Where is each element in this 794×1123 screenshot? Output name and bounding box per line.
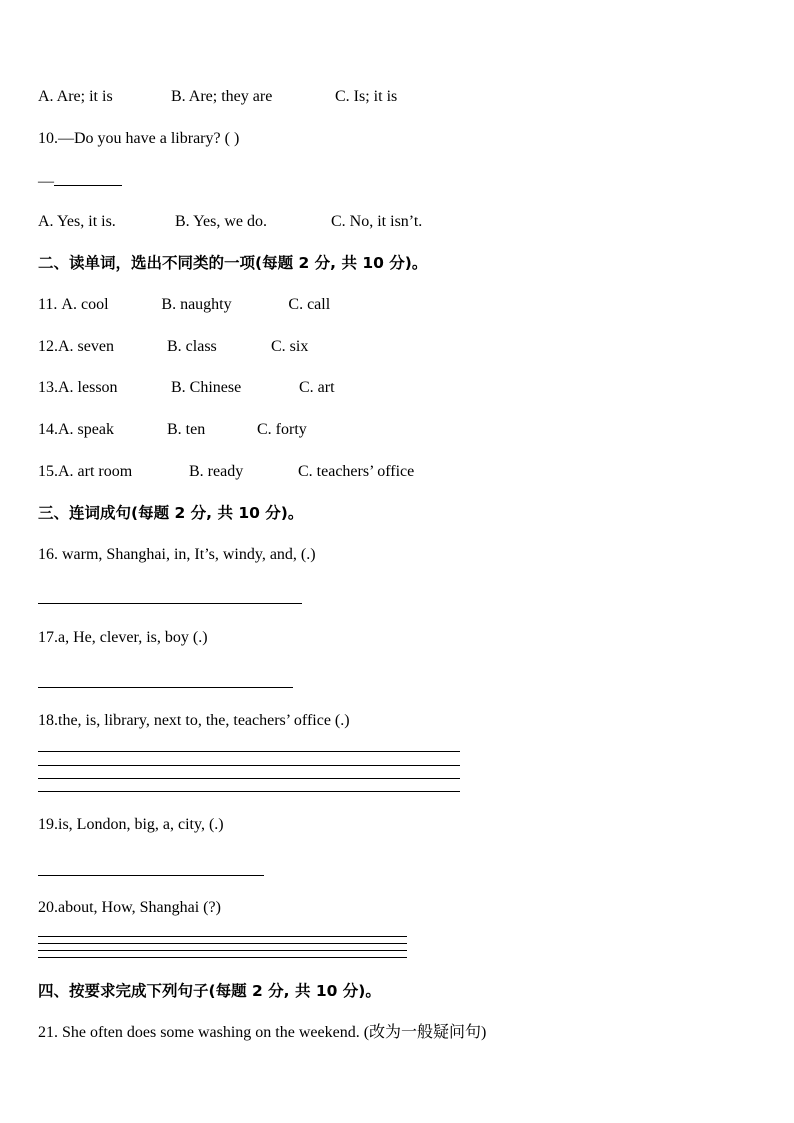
q20-answer-line-2 bbox=[38, 943, 407, 944]
q11-option-a: A. cool bbox=[61, 296, 109, 313]
section2-heading: 二、读单词，选出不同类的一项(每题 2 分, 共 10 分)。 bbox=[38, 254, 428, 272]
q11-option-b: B. naughty bbox=[161, 296, 232, 313]
q10-blank-line bbox=[54, 170, 122, 186]
q15-option-b: B. ready bbox=[189, 463, 244, 480]
q14-number: 14. bbox=[38, 421, 58, 438]
q11-row bbox=[38, 295, 330, 315]
q19-answer-line bbox=[38, 875, 264, 876]
q12-row bbox=[38, 337, 308, 357]
q16-prompt: 16. warm, Shanghai, in, It’s, windy, and, (.) bbox=[38, 546, 316, 563]
q14-option-b: B. ten bbox=[167, 421, 206, 438]
q11-option-c: C. call bbox=[288, 296, 331, 313]
q13-option-c: C. art bbox=[299, 379, 335, 396]
q10-options bbox=[38, 212, 422, 232]
q18-answer-line-4 bbox=[38, 791, 460, 792]
q15-number: 15. bbox=[38, 463, 58, 480]
section4-heading: 四、按要求完成下列句子(每题 2 分, 共 10 分)。 bbox=[38, 982, 381, 1000]
q21-prompt: 21. She often does some washing on the weekend. (改为一般疑问句) bbox=[38, 1024, 487, 1041]
q9-options bbox=[38, 87, 397, 107]
q12-option-c: C. six bbox=[271, 338, 309, 355]
q9-option-b: B. Are; they are bbox=[171, 88, 273, 105]
q18-answer-line-3 bbox=[38, 778, 460, 779]
q12-option-a: A. seven bbox=[58, 338, 114, 355]
q18-prompt: 18.the, is, library, next to, the, teachers’ office (.) bbox=[38, 712, 350, 729]
q10-option-a: A. Yes, it is. bbox=[38, 213, 116, 230]
q14-option-c: C. forty bbox=[257, 421, 307, 438]
q15-option-c: C. teachers’ office bbox=[298, 463, 415, 480]
q10-option-c: C. No, it isn’t. bbox=[331, 213, 423, 230]
q18-answer-line-2 bbox=[38, 765, 460, 766]
q20-answer-line-1 bbox=[38, 936, 407, 937]
q20-prompt: 20.about, How, Shanghai (?) bbox=[38, 899, 221, 916]
q14-option-a: A. speak bbox=[58, 421, 114, 438]
q18-answer-line-1 bbox=[38, 751, 460, 752]
q19-prompt: 19.is, London, big, a, city, (.) bbox=[38, 816, 224, 833]
q10-answer-blank bbox=[38, 170, 122, 192]
q20-answer-line-4 bbox=[38, 957, 407, 958]
q9-option-c: C. Is; it is bbox=[335, 88, 398, 105]
q17-answer-line bbox=[38, 687, 293, 688]
q12-number: 12. bbox=[38, 338, 58, 355]
q13-row bbox=[38, 378, 335, 398]
q10-answer-dash: — bbox=[38, 173, 54, 190]
q12-option-b: B. class bbox=[167, 338, 217, 355]
q16-answer-line bbox=[38, 603, 302, 604]
q14-row bbox=[38, 420, 307, 440]
q13-option-b: B. Chinese bbox=[171, 379, 242, 396]
q15-option-a: A. art room bbox=[58, 463, 133, 480]
q17-prompt: 17.a, He, clever, is, boy (.) bbox=[38, 629, 208, 646]
q13-number: 13. bbox=[38, 379, 58, 396]
q9-option-a: A. Are; it is bbox=[38, 88, 113, 105]
q10-question: 10.—Do you have a library? ( ) bbox=[38, 130, 240, 147]
q10-option-b: B. Yes, we do. bbox=[175, 213, 268, 230]
q20-answer-line-3 bbox=[38, 950, 407, 951]
section3-heading: 三、连词成句(每题 2 分, 共 10 分)。 bbox=[38, 504, 304, 522]
q13-option-a: A. lesson bbox=[58, 379, 118, 396]
q11-number: 11. bbox=[38, 296, 62, 313]
q15-row bbox=[38, 462, 414, 482]
